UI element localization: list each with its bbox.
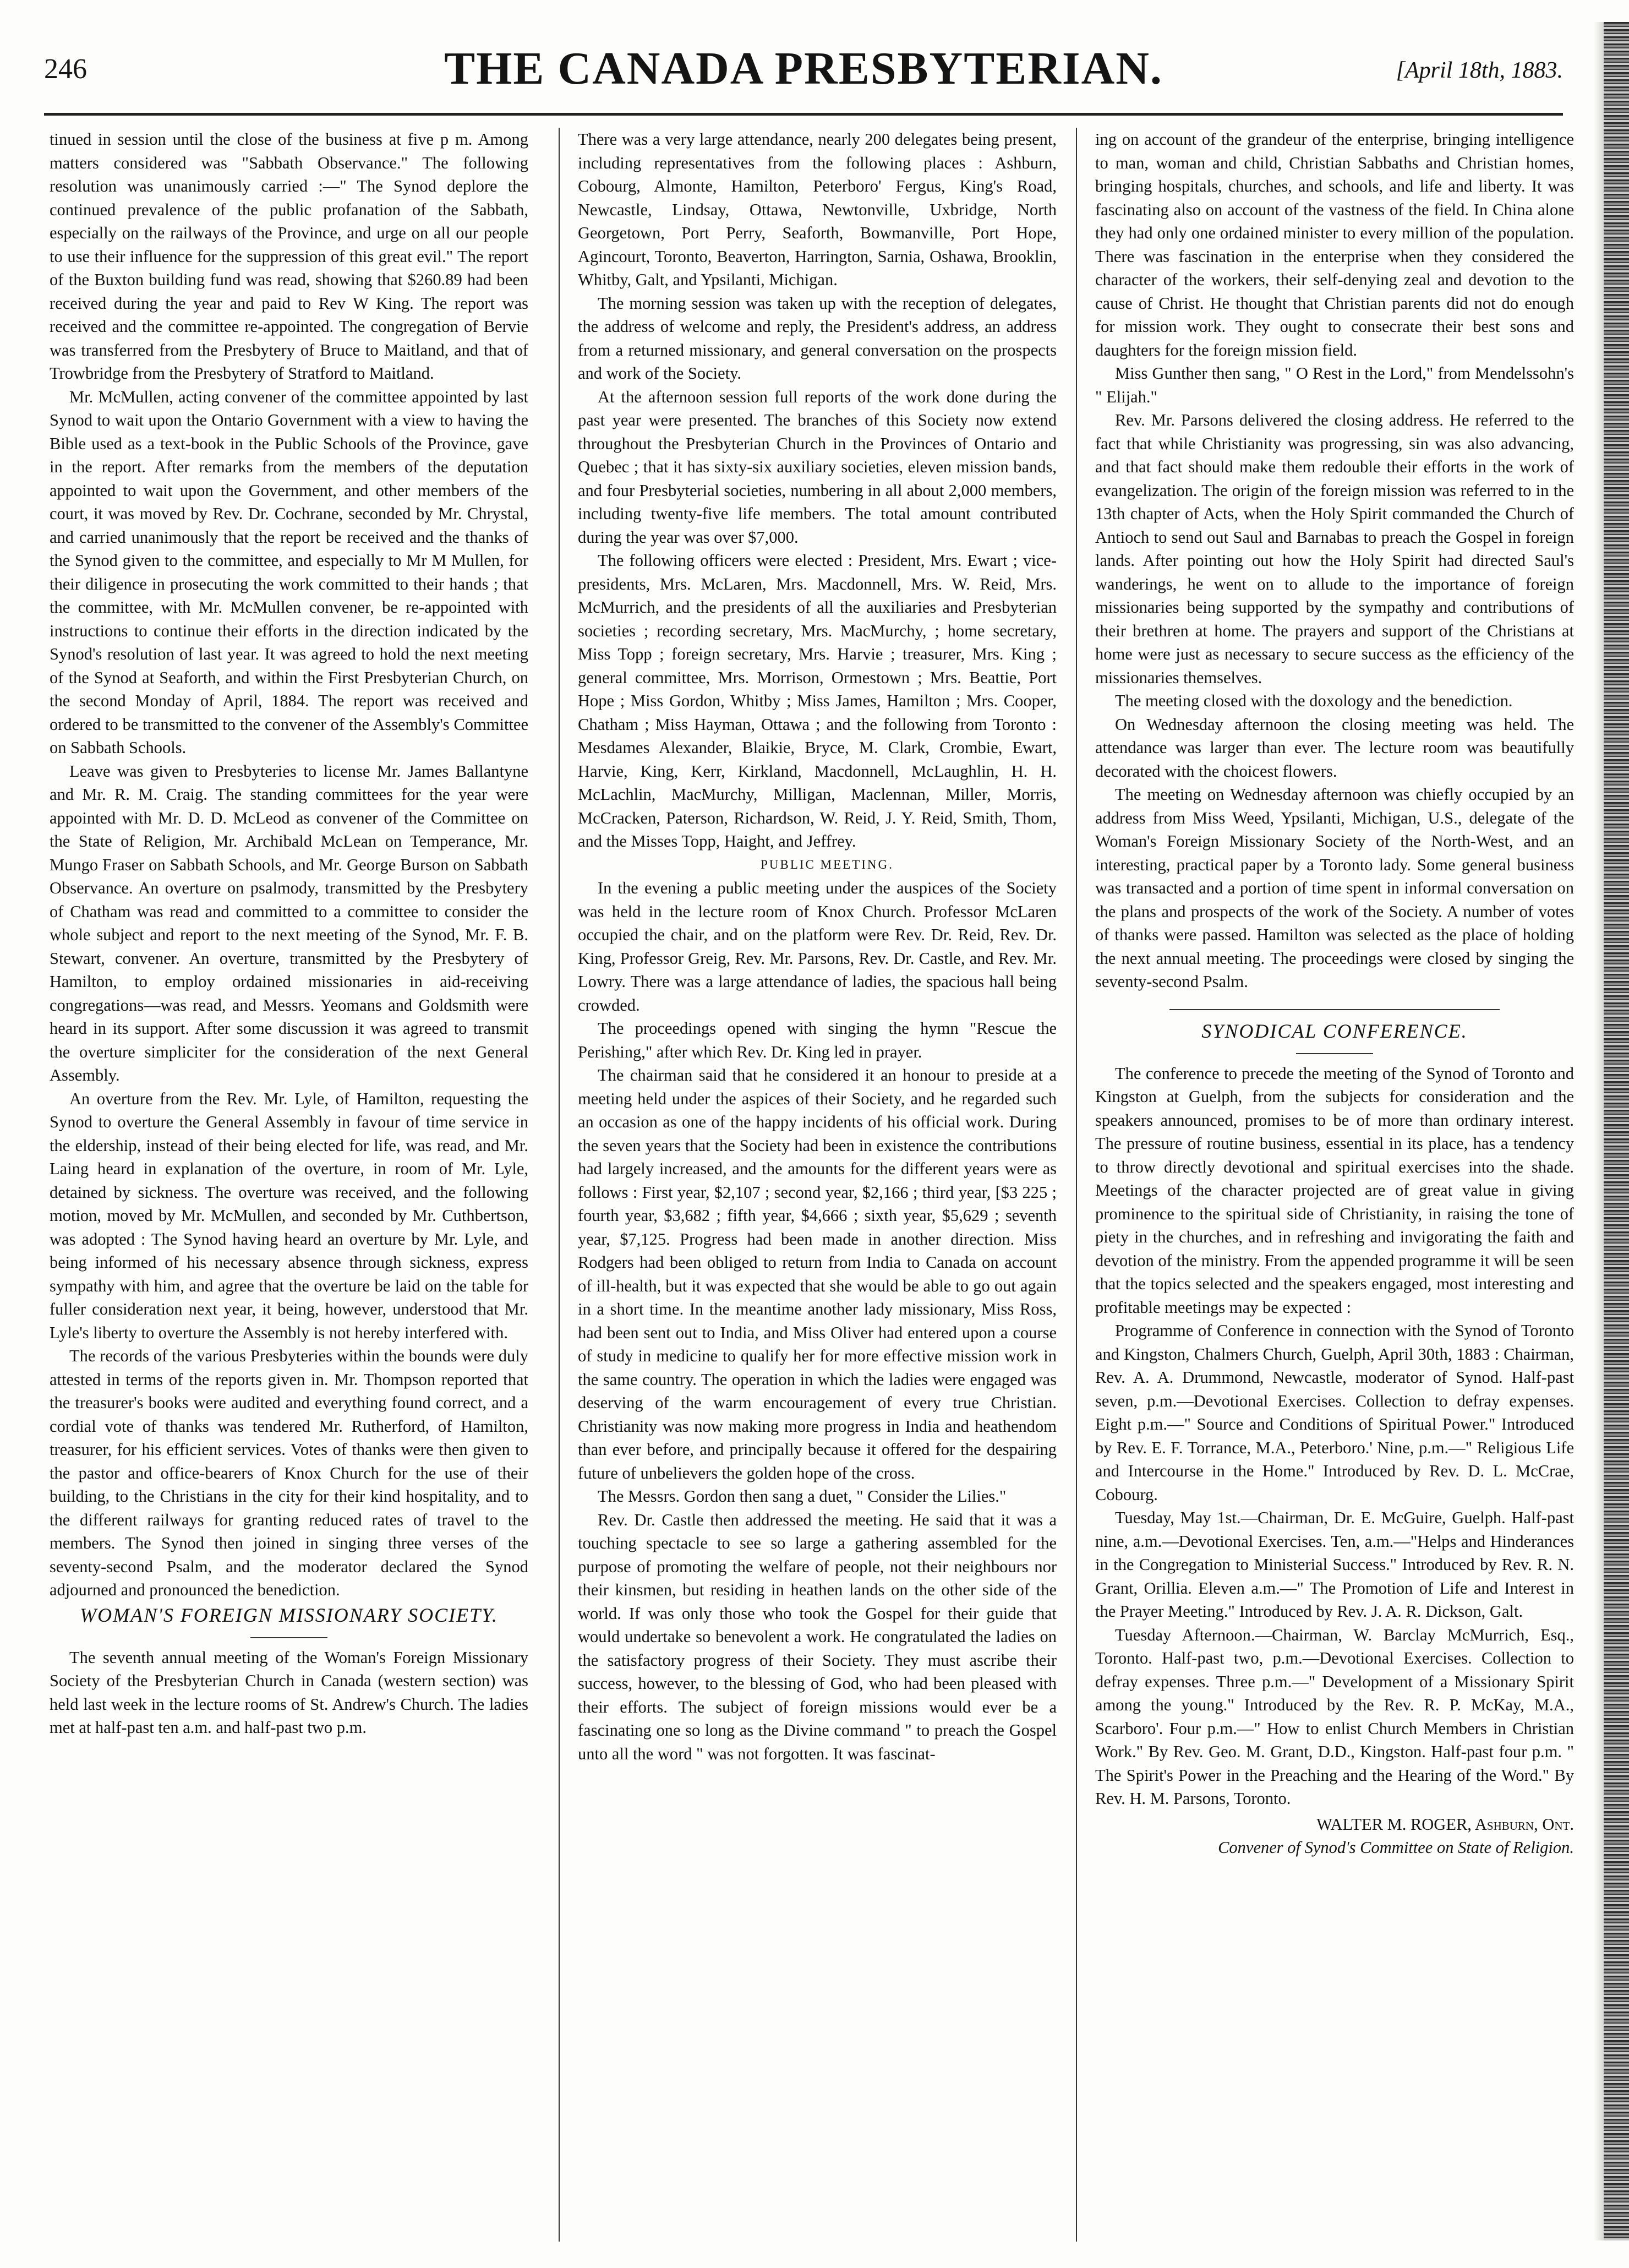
divider: [1296, 1053, 1373, 1054]
paragraph: Mr. McMullen, acting convener of the committee appointed by last Synod to wait upon the Ontario Government with a view to having the Bible used as a text-book in the Public Schools of the Province, gave in the report. After remarks from the members of the deputation appointed to wait upon the Government, and other members of the court, it was moved by Rev. Dr. Cochrane, seconded by Mr. Chrystal, and carried unanimously that the report be received and the thanks of the Synod given to the committee, and especially to Mr M Mullen, for their diligence in prosecuting the work committed to their hands ; that the committee, with Mr. McMullen convener, be re-appointed with instructions to continue their efforts in the direction indicated by the Synod's resolution of last year. It was agreed to hold the next meeting of the Synod at Seaforth, and within the First Presbyterian Church, on the second Monday of April, 1884. The report was received and ordered to be transmitted to the convener of the Assembly's Committee on Sabbath Schools.: [50, 387, 528, 757]
paragraph: The chairman said that he considered it an honour to preside at a meeting held under the aspices of their Society, and he regarded such an occasion as one of the happy incidents of his official work. During the seven years that the Society had been in existence the contributions had largely increased, and the amounts for the different years were as follows : First year, $2,107 ; second year, $2,166 ; third year, [$3 225 ; fourth year, $3,682 ; fifth year, $4,666 ; sixth year, $5,629 ; seventh year, $7,125. Progress had been made in another direction. Miss Rodgers had been obliged to return from India to Canada on account of ill-health, but it was expected that she would be able to go out again in a short time. In the meantime another lady missionary, Miss Ross, had been sent out to India, and Miss Oliver had entered upon a course of study in medicine to qualify her for more effective mission work in the same country. The operation in which the ladies were engaged was deserving of the warm encouragement of every true Christian. Christianity was now making more progress in India and heathendom than ever before, and principally because it offered for the despairing future of unbelievers the golden hope of the cross.: [578, 1066, 1057, 1482]
newspaper-title: THE CANADA PRESBYTERIAN.: [444, 43, 1163, 94]
signature-title: Convener of Synod's Committee on State of Religion.: [1218, 1838, 1574, 1857]
paragraph: Programme of Conference in connection with the Synod of Toronto and Kingston, Chalmers Church, Guelph, April 30th, 1883 : Chairman, Rev. A. A. Drummond, Newcastle, moderator of Synod. Half-past seven, p.m.—Devotional Exercises. Collection to defray expenses. Eight p.m.—" Source and Conditions of Spiritual Power." Introduced by Rev. E. F. Torrance, M.A., Peterboro.' Nine, p.m.—" Religious Life and Intercourse in the Home." Introduced by Rev. D. L. McCrae, Cobourg.: [1095, 1321, 1574, 1504]
paragraph: Rev. Dr. Castle then addressed the meeting. He said that it was a touching spectacle to see so large a gathering assembled for the purpose of promoting the welfare of people, not their neighbours nor their kinsmen, but residing in heathen lands on the other side of the world. If was only those who took the Gospel for their guide that would undertake so benevolent a work. He congratulated the ladies on the satisfactory progress of their Society. They must ascribe their success, however, to the blessing of God, who had been pleased with their efforts. The subject of foreign missions would ever be a fascinating one so long as the Divine command " to preach the Gospel unto all the word " was not forgotten. It was fascinat-: [578, 1510, 1057, 1763]
subsection-heading: PUBLIC MEETING.: [761, 857, 894, 871]
paragraph: Leave was given to Presbyteries to license Mr. James Ballantyne and Mr. R. M. Craig. The standing committees for the year were appointed with Mr. D. D. McLeod as convener of the Committee on the State of Religion, Mr. Archibald McLean on Temperance, Mr. Mungo Fraser on Sabbath Schools, and Mr. George Burson on Sabbath Observance. An overture on psalmody, transmitted by the Presbytery of Chatham was read and committed to a committee to consider the whole subject and report to the next meeting of the Synod, Mr. F. B. Stewart, convener. An overture, transmitted by the Presbytery of Hamilton, to employ ordained missionaries in aid-receiving congregations—was read, and Messrs. Yeomans and Goldsmith were heard in its support. After some discussion it was agreed to transmit the overture simpliciter for the consideration of the next General Assembly.: [50, 761, 528, 1084]
binding-edge: [1604, 22, 1629, 2240]
paragraph: The meeting on Wednesday afternoon was chiefly occupied by an address from Miss Weed, Ypsilanti, Michigan, U.S., delegate of the Woman's Foreign Missionary Society of the North-West, and an interesting, practical paper by a Toronto lady. Some general business was transacted and a portion of time spent in informal conversation on the plans and prospects of the work of the Society. A number of votes of thanks were passed. Hamilton was selected as the place of holding the next annual meeting. The proceedings were closed by singing the seventy-second Psalm.: [1095, 785, 1574, 991]
page-edge-shadow: [1594, 22, 1604, 2240]
paragraph: The following officers were elected : President, Mrs. Ewart ; vice-presidents, Mrs. McLaren, Mrs. Macdonnell, Mrs. W. Reid, Mrs. McMurrich, and the presidents of all the auxiliaries and Presbyterian societies ; recording secretary, Mrs. MacMurchy, ; home secretary, Miss Topp ; foreign secretary, Mrs. Harvie ; treasurer, Mrs. King ; general committee, Mrs. Morrison, Ormestown ; Mrs. Beattie, Port Hope ; Miss Gordon, Whitby ; Miss James, Hamilton ; Mrs. Cooper, Chatham ; Miss Hayman, Ottawa ; and the following from Toronto : Mesdames Alexander, Blaikie, Bryce, M. Clark, Crombie, Ewart, Harvie, King, Kerr, Kirkland, Macdonnell, McLaughlin, H. H. McLachlin, MacMurchy, Milligan, Maclennan, Miller, Morris, McCracken, Paterson, Richardson, W. Reid, J. Y. Reid, Smith, Thom, and the Misses Topp, Haight, and Jeffrey.: [578, 551, 1057, 850]
paragraph: Tuesday, May 1st.—Chairman, Dr. E. McGuire, Guelph. Half-past nine, a.m.—Devotional Exercises. Ten, a.m.—"Helps and Hinderances in the Congregation to Ministerial Success." Introduced by Rev. R. N. Grant, Orillia. Eleven a.m.—" The Promotion of Life and Interest in the Prayer Meeting." Introduced by Rev. J. A. R. Dickson, Galt.: [1095, 1508, 1574, 1621]
page-number: 246: [44, 53, 87, 85]
paragraph: The Messrs. Gordon then sang a duet, " Consider the Lilies.": [598, 1487, 1007, 1506]
paragraph: Miss Gunther then sang, " O Rest in the Lord," from Mendelssohn's " Elijah.": [1095, 364, 1574, 406]
paragraph: ing on account of the grandeur of the enterprise, bringing intelligence to man, woman and child, Christian Sabbaths and Christian homes, bringing hospitals, churches, and schools, and life and liberty. It was fascinating also on account of the vastness of the field. In China alone they had only one ordained minister to every million of the population. There was fascination in the enterprise when they considered the character of the workers, their self-denying zeal and devotion to the cause of Christ. He thought that Christian parents did not do enough for mission work. They ought to consecrate their best sons and daughters for the foreign mission field.: [1095, 130, 1574, 359]
issue-date: [April 18th, 1883.: [1396, 58, 1563, 83]
paragraph: The conference to precede the meeting of the Synod of Toronto and Kingston at Guelph, from the subjects for consideration and the speakers announced, promises to be of more than ordinary interest. The pressure of routine business, essential in its place, has a tendency to throw directly devotional and spiritual exercises into the shade. Meetings of the character projected are of great value in giving prominence to the spiritual side of Christianity, in raising the tone of piety in the churches, and in refreshing and invigorating the faith and devotion of the ministry. From the appended programme it will be seen that the topics selected and the speakers engaged, most interesting and profitable meetings may be expected :: [1095, 1064, 1574, 1317]
paragraph: Rev. Mr. Parsons delivered the closing address. He referred to the fact that while Christianity was progressing, sin was also advancing, and that fact should make them redouble their efforts in the work of evangelization. The origin of the foreign mission was referred to in the 13th chapter of Acts, when the Holy Spirit commanded the Church of Antioch to send out Saul and Barnabas to preach the Gospel in foreign lands. After pointing out how the Holy Spirit had directed Saul's wanderings, he went on to allude to the importance of foreign missionaries being supported by the sympathy and contributions of their brethren at home. The prayers and support of the Christians at home were just as necessary to secure success as the efficiency of the missionaries themselves.: [1095, 411, 1574, 687]
header-rule: [44, 113, 1563, 116]
paragraph: There was a very large attendance, nearly 200 delegates being present, including representatives from the following places : Ashburn, Cobourg, Almonte, Hamilton, Peterboro' Fergus, King's Road, Newcastle, Lindsay, Ottawa, Newtonville, Uxbridge, North Georgetown, Port Perry, Seaforth, Bowmanville, Port Hope, Agincourt, Toronto, Beaverton, Harrington, Sarnia, Oshawa, Brooklin, Whitby, Galt, and Ypsilanti, Michigan.: [578, 130, 1057, 289]
paragraph: The proceedings opened with singing the hymn "Rescue the Perishing," after which Rev. Dr. King led in prayer.: [578, 1019, 1057, 1061]
paragraph: The morning session was taken up with the reception of delegates, the address of welcome and reply, the President's address, an address from a returned missionary, and general conversation on the prospects and work of the Society.: [578, 293, 1057, 383]
divider: [1169, 1009, 1500, 1010]
column-3: [1095, 128, 1574, 2253]
signature-name: WALTER M. ROGER, Ashburn, Ont.: [1316, 1814, 1574, 1834]
masthead: [44, 26, 1563, 109]
divider: [250, 1637, 327, 1638]
paragraph: On Wednesday afternoon the closing meeting was held. The attendance was larger than ever. The lecture room was beautifully decorated with the choicest flowers.: [1095, 715, 1574, 781]
column-divider: [559, 128, 560, 2242]
paragraph: At the afternoon session full reports of the work done during the past year were presented. The branches of this Society now extend throughout the Presbyterian Church in the Provinces of Ontario and Quebec ; that it has sixty-six auxiliary societies, eleven mission bands, and four Presbyterial societies, numbering in all about 2,000 members, including twenty-five life members. The total amount contributed during the year was over $7,000.: [578, 387, 1057, 547]
section-heading: SYNODICAL CONFERENCE.: [1201, 1019, 1468, 1042]
column-2: [578, 128, 1057, 2253]
section-heading: WOMAN'S FOREIGN MISSIONARY SOCIETY.: [80, 1604, 498, 1626]
paragraph: Tuesday Afternoon.—Chairman, W. Barclay McMurrich, Esq., Toronto. Half-past two, p.m.—Devotional Exercises. Collection to defray expenses. Three p.m.—" Development of a Missionary Spirit among the young." Introduced by the Rev. R. P. McKay, M.A., Scarboro'. Four p.m.—" How to enlist Church Members in Christian Work." By Rev. Geo. M. Grant, D.D., Kingston. Half-past four p.m. " The Spirit's Power in the Preaching and the Hearing of the Word." By Rev. H. M. Parsons, Toronto.: [1095, 1625, 1574, 1808]
paragraph: In the evening a public meeting under the auspices of the Society was held in the lecture room of Knox Church. Professor McLaren occupied the chair, and on the platform were Rev. Dr. Reid, Rev. Dr. King, Professor Greig, Rev. Mr. Parsons, Rev. Dr. Castle, and Rev. Mr. Lowry. There was a large attendance of ladies, the spacious hall being crowded.: [578, 879, 1057, 1015]
column-1: [50, 128, 528, 2253]
paragraph: The records of the various Presbyteries within the bounds were duly attested in terms of the reports given in. Mr. Thompson reported that the treasurer's books were audited and everything found correct, and a cordial vote of thanks was tendered Mr. Rutherford, of Hamilton, treasurer, for his efficient services. Votes of thanks were then given to the pastor and office-bearers of Knox Church for the use of their building, to the Christians in the city for their kind hospitality, and to the different railways for granting reduced rates of travel to the members. The Synod then joined in singing three verses of the seventy-second Psalm, and the moderator declared the Synod adjourned and pronounced the benediction.: [50, 1346, 528, 1599]
paragraph: An overture from the Rev. Mr. Lyle, of Hamilton, requesting the Synod to overture the General Assembly in favour of time service in the eldership, instead of their being elected for life, was read, and Mr. Laing heard in explanation of the overture, in room of Mr. Lyle, detained by sickness. The overture was received, and the following motion, moved by Mr. McMullen, and seconded by Mr. Cuthbertson, was adopted : The Synod having heard an overture by Mr. Lyle, and being informed of his necessary absence through sickness, express sympathy with him, and agree that the overture be laid on the table for fuller consideration next year, it being, however, understood that Mr. Lyle's liberty to overture the Assembly is not hereby interfered with.: [50, 1089, 528, 1342]
paragraph: The meeting closed with the doxology and the benediction.: [1115, 691, 1513, 710]
paragraph: tinued in session until the close of the business at five p m. Among matters considered was "Sabbath Observance." The following resolution was unanimously carried :—" The Synod deplore the continued prevalence of the public profanation of the Sabbath, especially on the railways of the Province, and urge on all our people to use their influence for the suppression of this great evil." The report of the Buxton building fund was read, showing that $260.89 had been received during the year and paid to Rev W King. The report was received and the committee re-appointed. The congregation of Bervie was transferred from the Presbytery of Bruce to Maitland, and that of Trowbridge from the Presbytery of Stratford to Maitland.: [50, 130, 528, 383]
column-divider: [1076, 128, 1077, 2242]
paragraph: The seventh annual meeting of the Woman's Foreign Missionary Society of the Presbyterian Church in Canada (western section) was held last week in the lecture rooms of St. Andrew's Church. The ladies met at half-past ten a.m. and half-past two p.m.: [50, 1648, 528, 1737]
